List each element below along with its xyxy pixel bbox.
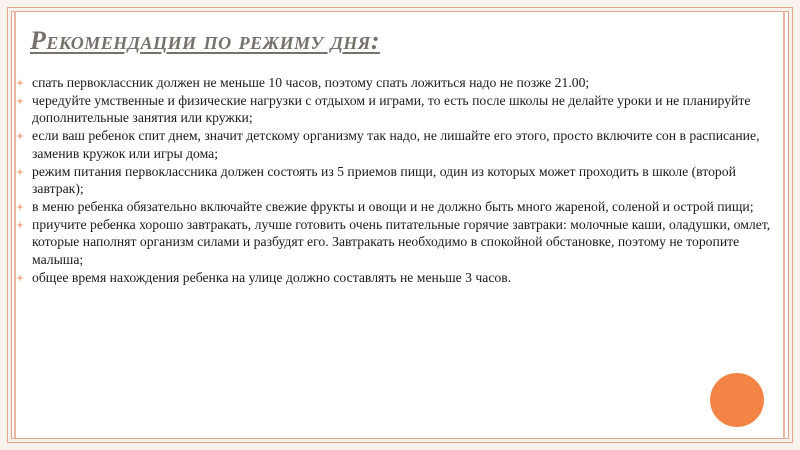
star-bullet-icon — [16, 132, 24, 140]
list-item-text: общее время нахождения ребенка на улице должно составлять не меньше 3 часов. — [32, 269, 512, 285]
list-item — [16, 74, 771, 92]
list-item-text: режим питания первоклассника должен состоять из 5 приемов пищи, один из которых может проходить в школе (второй завтрак); — [32, 163, 736, 197]
list-item-text: спать первоклассник должен не меньше 10 часов, поэтому спать ложиться надо не позже 21.00; — [32, 75, 590, 90]
list-item — [16, 269, 771, 287]
star-bullet-icon — [16, 97, 24, 105]
right-decorative-line — [783, 11, 785, 439]
list-item-text: в меню ребенка обязательно включайте свежие фрукты и овощи и не должно быть много жареной, соленой и острой пищи; — [32, 198, 754, 214]
list-item — [16, 198, 771, 216]
star-bullet-icon — [16, 274, 24, 282]
list-item-text: если ваш ребенок спит днем, значит детскому организму так надо, не лишайте его этого, просто включите сон в расписание, заменив кружок или игры дома; — [32, 128, 760, 161]
list-item — [16, 216, 771, 269]
list-item — [16, 92, 771, 127]
recommendations-list — [16, 74, 771, 286]
slide-title: Рекомендации по режиму дня: — [30, 26, 380, 55]
star-bullet-icon — [16, 221, 24, 229]
list-item — [16, 163, 771, 198]
list-item — [16, 127, 771, 162]
star-bullet-icon — [16, 203, 24, 211]
list-item-text: приучите ребенка хорошо завтракать, лучше готовить очень питательные горячие завтраки: молочные каши, оладушки, омлет, которые наполнят организм силами и разбудят его. Завтракать необходимо в спокойной обстановке, поэтому не торопите малыша; — [32, 216, 771, 268]
orange-circle-decoration — [710, 373, 764, 427]
star-bullet-icon — [16, 79, 24, 87]
list-item-text: чередуйте умственные и физические нагрузки с отдыхом и играми, то есть после школы не делайте уроки и не планируйте дополнительные занятия или кружки; — [32, 92, 751, 126]
star-bullet-icon — [16, 168, 24, 176]
